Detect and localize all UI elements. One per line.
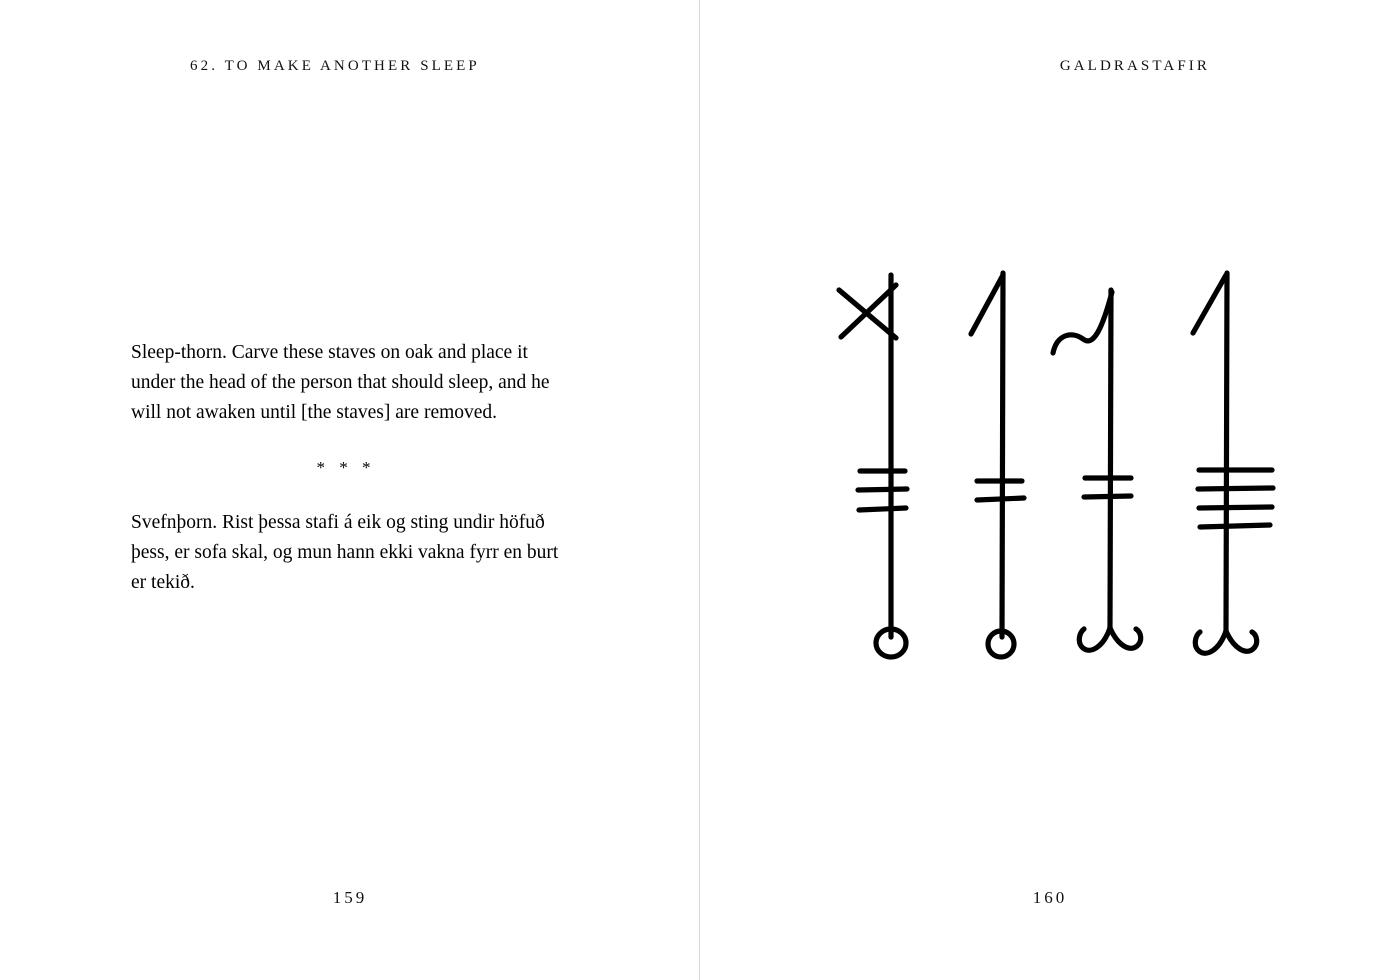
- stave-1: [839, 275, 907, 657]
- stave-3: [1053, 290, 1141, 650]
- running-head-left: 62. TO MAKE ANOTHER SLEEP: [190, 58, 480, 74]
- running-head-right: GALDRASTAFIR: [1059, 58, 1210, 74]
- paragraph-icelandic: Svefnþorn. Rist þessa stafi á eik og sting undir höfuð þess, er sofa skal, og mun hann ekki vakna fyrr en burt er tekið.: [131, 512, 559, 593]
- page-right: [700, 0, 1400, 980]
- svefnthorn-illustration: [700, 0, 1400, 980]
- paragraph-english: Sleep-thorn. Carve these staves on oak and place it under the head of the person that should sleep, and he will not awaken until [the staves] are removed.: [131, 342, 550, 423]
- stave-4: [1193, 273, 1273, 653]
- page-number-right: 160: [1032, 888, 1068, 907]
- body-text-block: [131, 338, 561, 598]
- stave-2: [971, 273, 1024, 657]
- section-divider: * * *: [316, 458, 376, 477]
- page-number-left: 159: [332, 888, 368, 907]
